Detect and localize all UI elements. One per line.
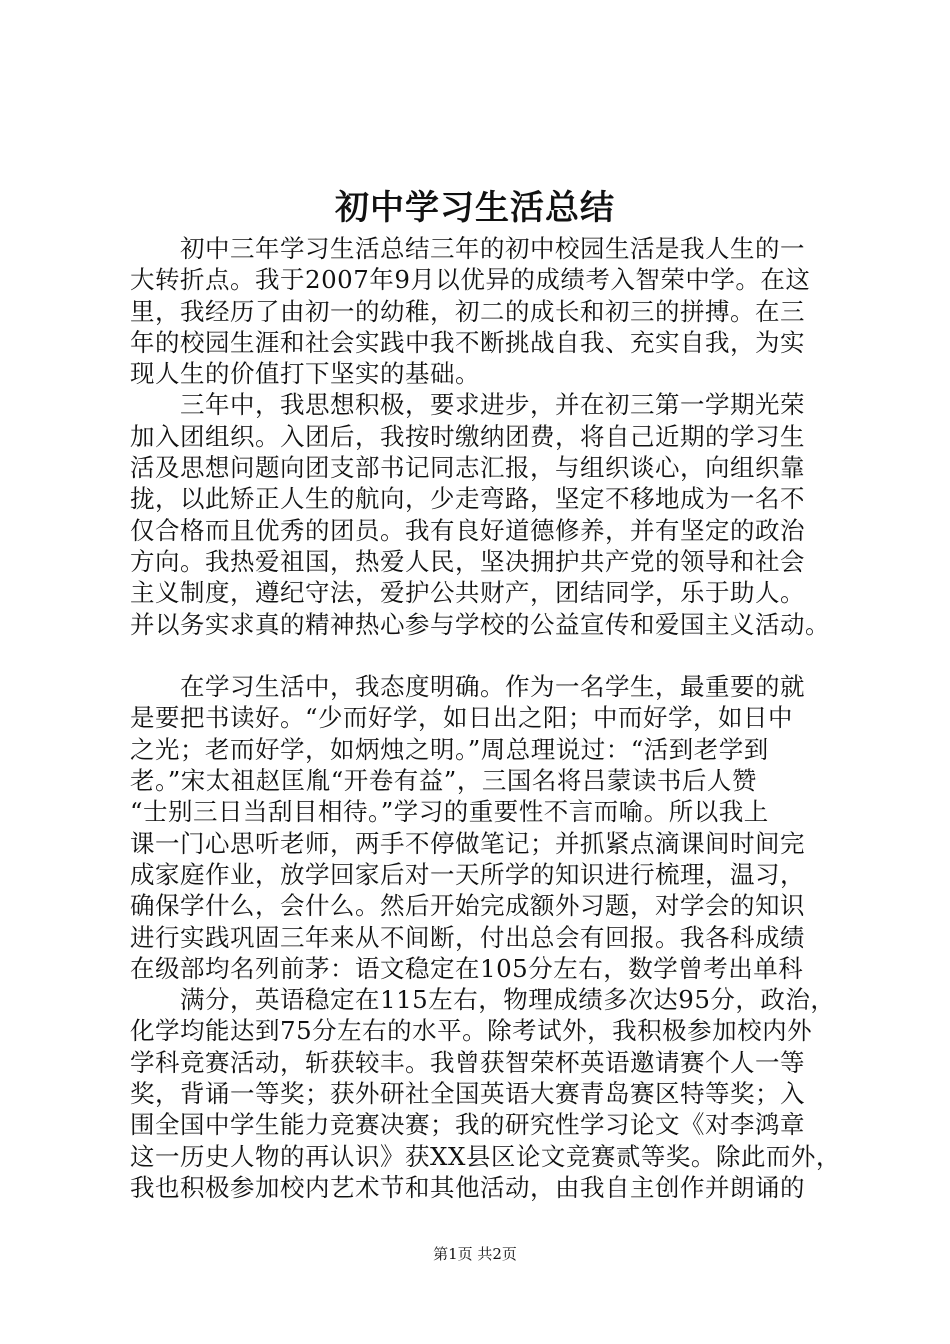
text-line: 方向。我热爱祖国，热爱人民，坚决拥护共产党的领导和社会 bbox=[130, 546, 805, 576]
text-line: 年的校园生涯和社会实践中我不断挑战自我、充实自我，为实 bbox=[130, 327, 805, 357]
text-line: 学科竞赛活动，斩获较丰。我曾获智荣杯英语邀请赛个人一等 bbox=[130, 1047, 805, 1077]
text-line: 初中三年学习生活总结三年的初中校园生活是我人生的一 bbox=[130, 234, 805, 263]
text-line: 里，我经历了由初一的幼稚，初二的成长和初三的拼搏。在三 bbox=[130, 296, 805, 326]
text-line: 拢，以此矫正人生的航向，少走弯路，坚定不移地成为一名不 bbox=[130, 484, 805, 514]
text-line: 成家庭作业，放学回家后对一天所学的知识进行梳理，温习， bbox=[130, 859, 805, 889]
text-line: 之光；老而好学，如炳烛之明。”周总理说过：“活到老学到 bbox=[130, 734, 769, 764]
text-line: 在学习生活中，我态度明确。作为一名学生，最重要的就 bbox=[130, 672, 805, 702]
text-line: 大转折点。我于2007年9月以优异的成绩考入智荣中学。在这 bbox=[130, 265, 811, 295]
document-title: 初中学习生活总结 bbox=[335, 188, 615, 228]
text-line: 课一门心思听老师，两手不停做笔记；并抓紧点滴课间时间完 bbox=[130, 828, 805, 858]
text-line: 活及思想问题向团支部书记同志汇报，与组织谈心，向组织靠 bbox=[130, 453, 805, 483]
blank-line bbox=[130, 640, 852, 671]
text-line: 主义制度，遵纪守法，爱护公共财产，团结同学，乐于助人。 bbox=[130, 578, 805, 608]
text-line: 这一历史人物的再认识》获XX县区论文竞赛贰等奖。除此而外， bbox=[130, 1141, 841, 1171]
text-line: 三年中，我思想积极，要求进步，并在初三第一学期光荣 bbox=[130, 390, 805, 420]
text-line: 并以务实求真的精神热心参与学校的公益宣传和爱国主义活动。 bbox=[130, 609, 830, 639]
text-line: 确保学什么，会什么。然后开始完成额外习题，对学会的知识 bbox=[130, 891, 805, 921]
text-line: 我也积极参加校内艺术节和其他活动，由我自主创作并朗诵的 bbox=[130, 1172, 805, 1202]
document-body bbox=[130, 233, 852, 1203]
text-line: 奖，背诵一等奖；获外研社全国英语大赛青岛赛区特等奖；入 bbox=[130, 1079, 805, 1109]
text-line: 加入团组织。入团后，我按时缴纳团费，将自己近期的学习生 bbox=[130, 421, 805, 451]
text-line: 仅合格而且优秀的团员。我有良好道德修养，并有坚定的政治 bbox=[130, 515, 805, 545]
text-line: 在级部均名列前茅：语文稳定在105分左右，数学曾考出单科 bbox=[130, 953, 804, 983]
text-line: 是要把书读好。“少而好学，如日出之阳；中而好学，如日中 bbox=[130, 703, 794, 733]
text-line: 满分，英语稳定在115左右，物理成绩多次达95分，政治， bbox=[130, 985, 836, 1015]
text-line: 进行实践巩固三年来从不间断，付出总会有回报。我各科成绩 bbox=[130, 922, 805, 952]
text-line: 老。”宋太祖赵匡胤“开卷有益”，三国名将吕蒙读书后人赞 bbox=[130, 766, 757, 796]
text-line: 化学均能达到75分左右的水平。除考试外，我积极参加校内外 bbox=[130, 1016, 813, 1046]
page-footer: 第1页 共2页 bbox=[433, 1245, 517, 1263]
text-line: “士别三日当刮目相待。”学习的重要性不言而喻。所以我上 bbox=[130, 797, 769, 827]
text-line: 围全国中学生能力竞赛决赛；我的研究性学习论文《对李鸿章 bbox=[130, 1110, 805, 1140]
text-line: 现人生的价值打下坚实的基础。 bbox=[130, 359, 480, 389]
